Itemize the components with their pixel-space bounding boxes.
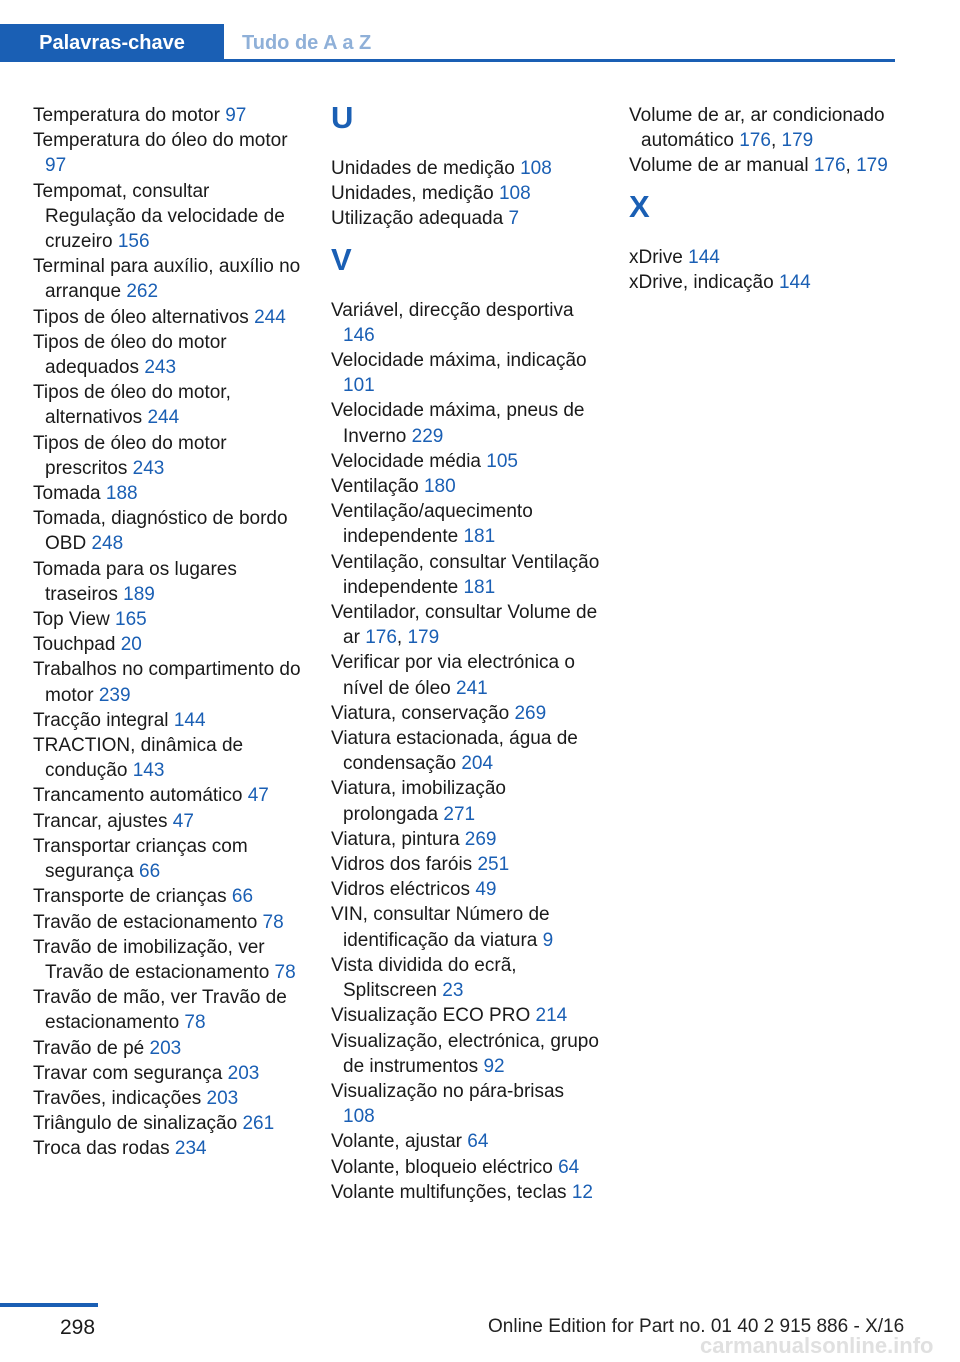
index-entry	[33, 632, 303, 657]
index-entry-text: Velocidade média	[331, 450, 487, 472]
index-entry-text: Viatura, conservação	[331, 702, 515, 724]
index-entry-text: Velocidade máxima, pneus de Inverno	[331, 400, 585, 447]
index-entry-text: Tipos de óleo alternativos	[33, 306, 255, 328]
index-entry-text: Utilização adequada	[331, 208, 509, 230]
watermark: carmanualsonline.info	[700, 1333, 934, 1358]
index-entry-text: Tipos de óleo do motor adequados	[33, 331, 227, 379]
index-entry	[629, 245, 899, 270]
index-entry-text: Terminal para auxílio, auxílio no arranque	[33, 256, 301, 303]
index-entry	[33, 128, 303, 178]
index-entry	[33, 935, 303, 985]
index-entry	[33, 884, 303, 909]
tab-palavras-chave[interactable]: Palavras-chave	[0, 24, 224, 59]
page-link[interactable]: 243	[144, 357, 177, 379]
index-entry	[33, 506, 303, 556]
index-entry	[331, 206, 601, 231]
page-link[interactable]: 78	[184, 1012, 206, 1034]
page-link[interactable]: 165	[115, 609, 147, 631]
page-link[interactable]: 108	[520, 158, 552, 179]
index-entry	[33, 985, 303, 1035]
index-entry	[629, 270, 899, 295]
page-link[interactable]: 229	[411, 425, 444, 447]
index-entry-text: Tracção integral	[33, 709, 174, 731]
page-link[interactable]: 234	[174, 1138, 207, 1160]
index-entry-text: Top View	[33, 609, 116, 631]
index-entry	[33, 254, 303, 304]
index-entry-text: Velocidade máxima, indicação	[331, 350, 587, 372]
index-entry-text: Travar com segurança	[33, 1062, 228, 1084]
index-entry-text: Visualização no pára-brisas	[331, 1080, 565, 1102]
index-entry	[331, 449, 601, 474]
page-link[interactable]: 203	[149, 1037, 182, 1059]
index-entry-text: Ventilador, consultar Volume de ar	[331, 602, 598, 649]
page-link[interactable]: 241	[456, 677, 488, 699]
index-entry	[331, 776, 601, 826]
page-link[interactable]: 23	[442, 980, 464, 1002]
index-entry: Volume de ar, ar condicionado automático 176, 179	[629, 105, 885, 152]
index-entry	[33, 783, 303, 808]
index-entry	[331, 181, 601, 206]
index-entry-text: Vista dividida do ecrã, Splitscreen	[331, 954, 517, 1002]
index-entry	[33, 1111, 303, 1136]
index-entry	[331, 877, 601, 902]
index-entry	[33, 305, 303, 330]
index-column-1	[33, 103, 303, 1162]
index-entry-text: Viatura estacionada, água de condensação	[331, 728, 578, 775]
edition-text: Online Edition for Part no. 01 40 2 915 886 - X/16	[488, 1316, 905, 1337]
index-entry	[331, 499, 601, 549]
index-entry	[33, 733, 303, 783]
page-link[interactable]: 66	[139, 861, 161, 883]
index-entry	[33, 607, 303, 632]
index-entry-text: Volume de ar, ar condicionado automático	[629, 105, 885, 152]
page-link[interactable]: 92	[483, 1055, 505, 1077]
header-tabs	[0, 24, 895, 62]
index-entry	[331, 348, 601, 398]
page-link[interactable]: 176	[813, 155, 846, 177]
index-entry-text: Viatura, imobilização prolongada	[331, 778, 506, 825]
page-link[interactable]: 64	[558, 1156, 580, 1178]
footer-bar	[0, 1303, 98, 1307]
index-entry	[331, 474, 601, 499]
page-link[interactable]: 189	[123, 583, 155, 605]
page-link[interactable]: 144	[688, 246, 720, 268]
index-entry-text: Visualização ECO PRO	[331, 1005, 536, 1027]
page-number: 298	[60, 1316, 96, 1339]
index-entry-text: Vidros dos faróis	[331, 854, 478, 876]
index-entry	[33, 179, 303, 255]
index-entry	[331, 1079, 601, 1129]
index-entry-text: Triângulo de sinalização	[33, 1113, 243, 1135]
tab-tudo-de-a-a-z[interactable]: Tudo de A a Z	[242, 32, 372, 54]
page-link[interactable]: 101	[343, 375, 375, 397]
page-link[interactable]: 144	[778, 271, 811, 293]
page-link[interactable]: 49	[475, 879, 497, 901]
index-entry	[331, 1180, 601, 1205]
index-entry	[33, 103, 303, 128]
page-link[interactable]: 20	[120, 634, 142, 656]
page-link[interactable]: 204	[461, 753, 494, 775]
index-entry	[33, 834, 303, 884]
page-link[interactable]: 47	[247, 785, 269, 807]
index-entry	[331, 156, 601, 181]
page-link[interactable]: 176	[365, 627, 397, 649]
page-link[interactable]: 97	[225, 105, 247, 126]
page-link[interactable]: 9	[542, 929, 554, 951]
index-entry	[331, 827, 601, 852]
index-entry-text: Travões, indicações	[33, 1087, 207, 1109]
index-entry-text: Volume de ar manual	[629, 155, 814, 177]
page-link[interactable]: 239	[98, 684, 131, 706]
page-link[interactable]: 188	[105, 483, 138, 505]
index-entry	[33, 481, 303, 506]
index-entry-text: Trabalhos no compartimento do motor	[33, 659, 301, 706]
page-link[interactable]: 244	[254, 306, 286, 328]
page-link[interactable]: 180	[423, 476, 456, 498]
index-entry-text: Volante, ajustar	[331, 1131, 468, 1153]
index-letter-heading: U	[331, 100, 354, 135]
index-entry-text: Tempomat, consultar Regulação da velocidade de cruzeiro	[33, 180, 285, 253]
index-entry-text: Visualização, electrónica, grupo de instrumentos	[331, 1030, 599, 1077]
index-entry-text: Tomada para os lugares traseiros	[33, 558, 237, 605]
page-link[interactable]: 176	[739, 130, 771, 152]
page-link[interactable]: 269	[464, 828, 497, 850]
page-link[interactable]: 179	[856, 155, 888, 177]
index-column-2	[331, 100, 601, 1205]
index-entry-text: Troca das rodas	[33, 1138, 175, 1160]
page-link[interactable]: 66	[231, 886, 254, 908]
index-entry-text: Ventilação, consultar Ventilação independente	[331, 551, 600, 598]
index-entry-text: Tipos de óleo do motor prescritos	[33, 432, 227, 479]
page-link[interactable]: 271	[443, 803, 476, 825]
index-entry	[33, 431, 303, 481]
index-entry-text: Trancamento automático	[33, 785, 248, 807]
page-link[interactable]: 214	[535, 1005, 568, 1027]
index-entry	[331, 1155, 601, 1180]
page-link[interactable]: 203	[227, 1062, 260, 1084]
index-entry-text: TRACTION, dinâmica de condução	[33, 735, 244, 782]
page-link[interactable]: 269	[514, 702, 547, 724]
index-entry	[33, 1061, 303, 1086]
index-entry	[33, 910, 303, 935]
index-entry-text: Travão de imobilização, ver Travão de estacionamento	[33, 936, 275, 983]
index-entry	[33, 657, 303, 707]
index-entry	[331, 550, 601, 600]
page-link[interactable]: 12	[571, 1181, 593, 1203]
index-entry	[33, 1086, 303, 1111]
page-link[interactable]: 181	[463, 526, 496, 548]
page-link[interactable]: 179	[781, 130, 814, 152]
index-entry	[331, 650, 601, 700]
page-link[interactable]: 156	[117, 231, 150, 253]
index-entry-text: Verificar por via electrónica o nível de óleo	[331, 652, 575, 699]
page-link[interactable]: 261	[242, 1113, 275, 1135]
index-entry	[33, 809, 303, 834]
index-entry-text: Unidades, medição	[331, 183, 499, 205]
index-entry	[33, 708, 303, 733]
index-entry	[331, 726, 601, 776]
index-entry	[331, 852, 601, 877]
index-entry-text: Variável, direcção desportiva	[331, 299, 574, 321]
page-link[interactable]: 243	[132, 457, 165, 479]
index-entry-text: xDrive, indicação	[629, 271, 779, 293]
index-entry-text: Temperatura do óleo do motor	[33, 130, 288, 152]
index-entry	[331, 953, 601, 1003]
index-entry: Volume de ar manual 176, 179	[629, 155, 888, 177]
index-column-3	[629, 103, 899, 295]
page-link[interactable]: 248	[91, 533, 124, 555]
index-entry	[33, 557, 303, 607]
index-entry-text: Ventilação/aquecimento independente	[331, 501, 533, 548]
header-rule	[0, 59, 895, 62]
page-link[interactable]: 144	[173, 709, 206, 731]
index-entry	[33, 1136, 303, 1161]
page-link[interactable]: 78	[274, 961, 296, 983]
page-link[interactable]: 179	[407, 627, 440, 649]
index-entry-text: Tipos de óleo do motor, alternativos	[33, 382, 231, 429]
page-link[interactable]: 262	[126, 281, 159, 303]
page-link[interactable]: 244	[147, 407, 180, 429]
index-entry-text: Temperatura do motor	[33, 105, 226, 126]
index-entry-text: Volante, bloqueio eléctrico	[331, 1156, 559, 1178]
index-entry	[331, 398, 601, 448]
index-entry-text: Unidades de medição	[331, 158, 521, 179]
page-link[interactable]: 97	[45, 155, 67, 177]
page-link[interactable]: 143	[132, 760, 165, 782]
index-entry-text: Tomada	[33, 483, 106, 505]
page-link[interactable]: 78	[262, 911, 284, 933]
index-letter-heading: X	[629, 188, 650, 224]
page-link[interactable]: 203	[206, 1087, 239, 1109]
page-link[interactable]: 251	[477, 854, 510, 876]
page-link[interactable]: 64	[467, 1131, 489, 1153]
index-entry-text: Tomada, diagnóstico de bordo OBD	[33, 508, 288, 555]
index-entry-text: Volante multifunções, teclas	[331, 1181, 572, 1203]
index-entry	[33, 330, 303, 380]
index-entry	[33, 1036, 303, 1061]
index-entry	[331, 1129, 601, 1154]
index-entry	[33, 380, 303, 430]
index-entry-text: xDrive	[629, 246, 689, 268]
index-entry: Ventilador, consultar Volume de ar 176, 179	[331, 602, 598, 649]
index-entry	[331, 1029, 601, 1079]
index-entry	[331, 298, 601, 348]
index-entry-text: Vidros eléctricos	[331, 879, 476, 901]
index-letter-heading: V	[331, 241, 352, 277]
page-link[interactable]: 108	[498, 183, 531, 205]
index-entry-text: Travão de mão, ver Travão de estacionamento	[33, 987, 287, 1034]
page-link[interactable]: 181	[463, 576, 496, 598]
index-entry-text: Viatura, pintura	[331, 828, 465, 850]
index-entry-text: Transportar crianças com segurança	[33, 835, 248, 883]
index-entry-text: Ventilação	[331, 476, 424, 498]
index-entry-text: VIN, consultar Número de identificação da viatura	[331, 904, 550, 951]
index-entry-text: Travão de pé	[33, 1037, 150, 1059]
index-entry-text: Travão de estacionamento	[33, 911, 263, 933]
page-link[interactable]: 47	[172, 810, 194, 832]
page-link[interactable]: 146	[343, 324, 375, 346]
index-entry	[331, 902, 601, 952]
index-entry	[331, 1003, 601, 1028]
index-entry-text: Touchpad	[33, 634, 121, 656]
page-link[interactable]: 105	[486, 450, 518, 472]
page-link[interactable]: 108	[343, 1106, 375, 1128]
index-entry	[331, 701, 601, 726]
index-entry-text: Transporte de crianças	[33, 886, 232, 908]
index-entry-text: Trancar, ajustes	[33, 810, 173, 832]
page-link[interactable]: 7	[508, 208, 520, 230]
